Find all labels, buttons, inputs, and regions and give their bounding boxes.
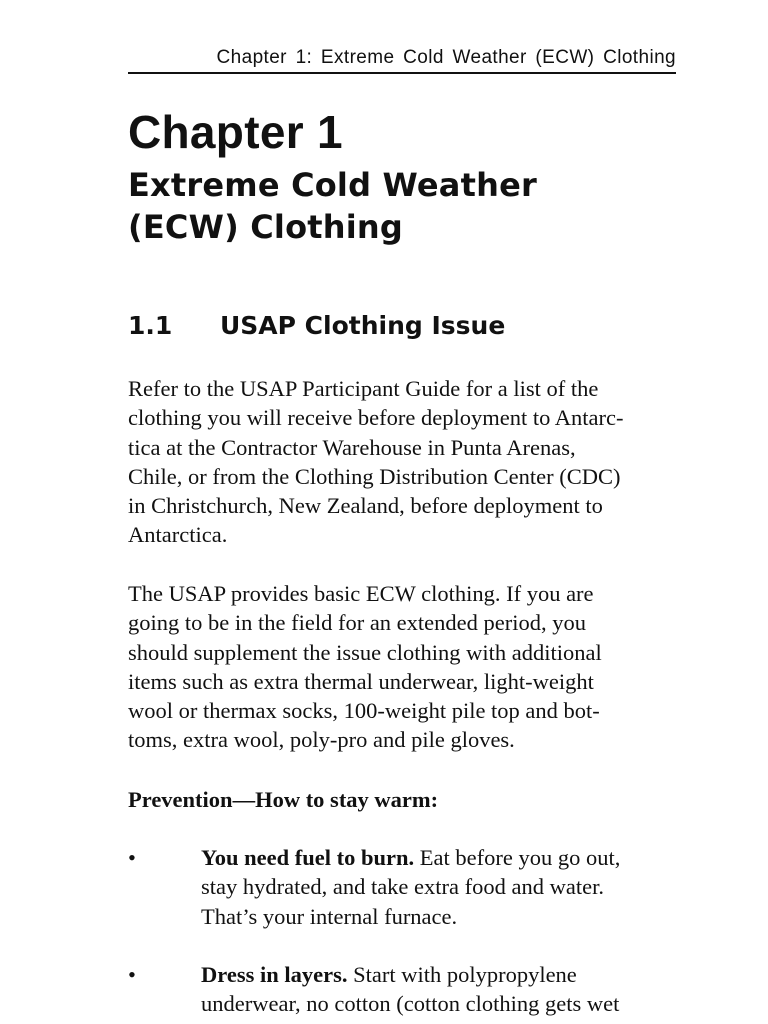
paragraph-line: Chile, or from the Clothing Distribution Center (CDC)	[128, 463, 621, 489]
bullet-lead: You need fuel to burn.	[201, 845, 415, 870]
paragraph-line: The USAP provides basic ECW clothing. If you are	[128, 581, 594, 606]
section-number: 1.1	[128, 311, 173, 340]
chapter-title-line: (ECW) Clothing	[128, 208, 404, 246]
bullet-line-rest: Eat before you go out,	[414, 845, 621, 870]
chapter-title	[128, 164, 688, 248]
running-header: Chapter 1: Extreme Cold Weather (ECW) Clothing	[216, 47, 676, 68]
bullet-marker: •	[128, 845, 136, 870]
bullet-line: That’s your internal furnace.	[201, 903, 458, 929]
bullet-line: stay hydrated, and take extra food and water.	[201, 874, 604, 900]
paragraph-line: Refer to the USAP Participant Guide for a list of the	[128, 376, 599, 401]
paragraph	[128, 579, 678, 755]
bullet-line: underwear, no cotton (cotton clothing gets wet	[201, 991, 620, 1017]
prevention-heading: Prevention—How to stay warm:	[128, 787, 439, 812]
chapter-number: Chapter 1	[128, 106, 343, 158]
paragraph-line: toms, extra wool, poly-pro and pile gloves.	[128, 727, 515, 753]
section-title: USAP Clothing Issue	[220, 311, 506, 340]
bullet-line	[201, 960, 681, 989]
paragraph-line: should supplement the issue clothing with additional	[128, 639, 602, 665]
bullet-marker: •	[128, 962, 136, 987]
chapter-title-line: Extreme Cold Weather	[128, 166, 537, 204]
paragraph-line: wool or thermax socks, 100-weight pile top and bot-	[128, 698, 600, 724]
paragraph-line: in Christchurch, New Zealand, before deployment to	[128, 493, 603, 519]
header-rule	[128, 72, 676, 74]
paragraph-line: going to be in the field for an extended period, you	[128, 610, 586, 636]
bullet-line	[201, 843, 681, 872]
paragraph-line: Antarctica.	[128, 522, 228, 548]
bullet-line-rest: Start with polypropylene	[347, 962, 577, 987]
section-heading	[128, 310, 505, 342]
paragraph	[128, 374, 678, 550]
bullet-text	[201, 843, 681, 931]
paragraph-line: clothing you will receive before deployment to Antarc-	[128, 405, 624, 431]
bullet-text	[201, 960, 681, 1019]
paragraph-line: items such as extra thermal underwear, light-weight	[128, 668, 594, 694]
bullet-lead: Dress in layers.	[201, 962, 348, 987]
paragraph-line: tica at the Contractor Warehouse in Punta Arenas,	[128, 434, 576, 460]
